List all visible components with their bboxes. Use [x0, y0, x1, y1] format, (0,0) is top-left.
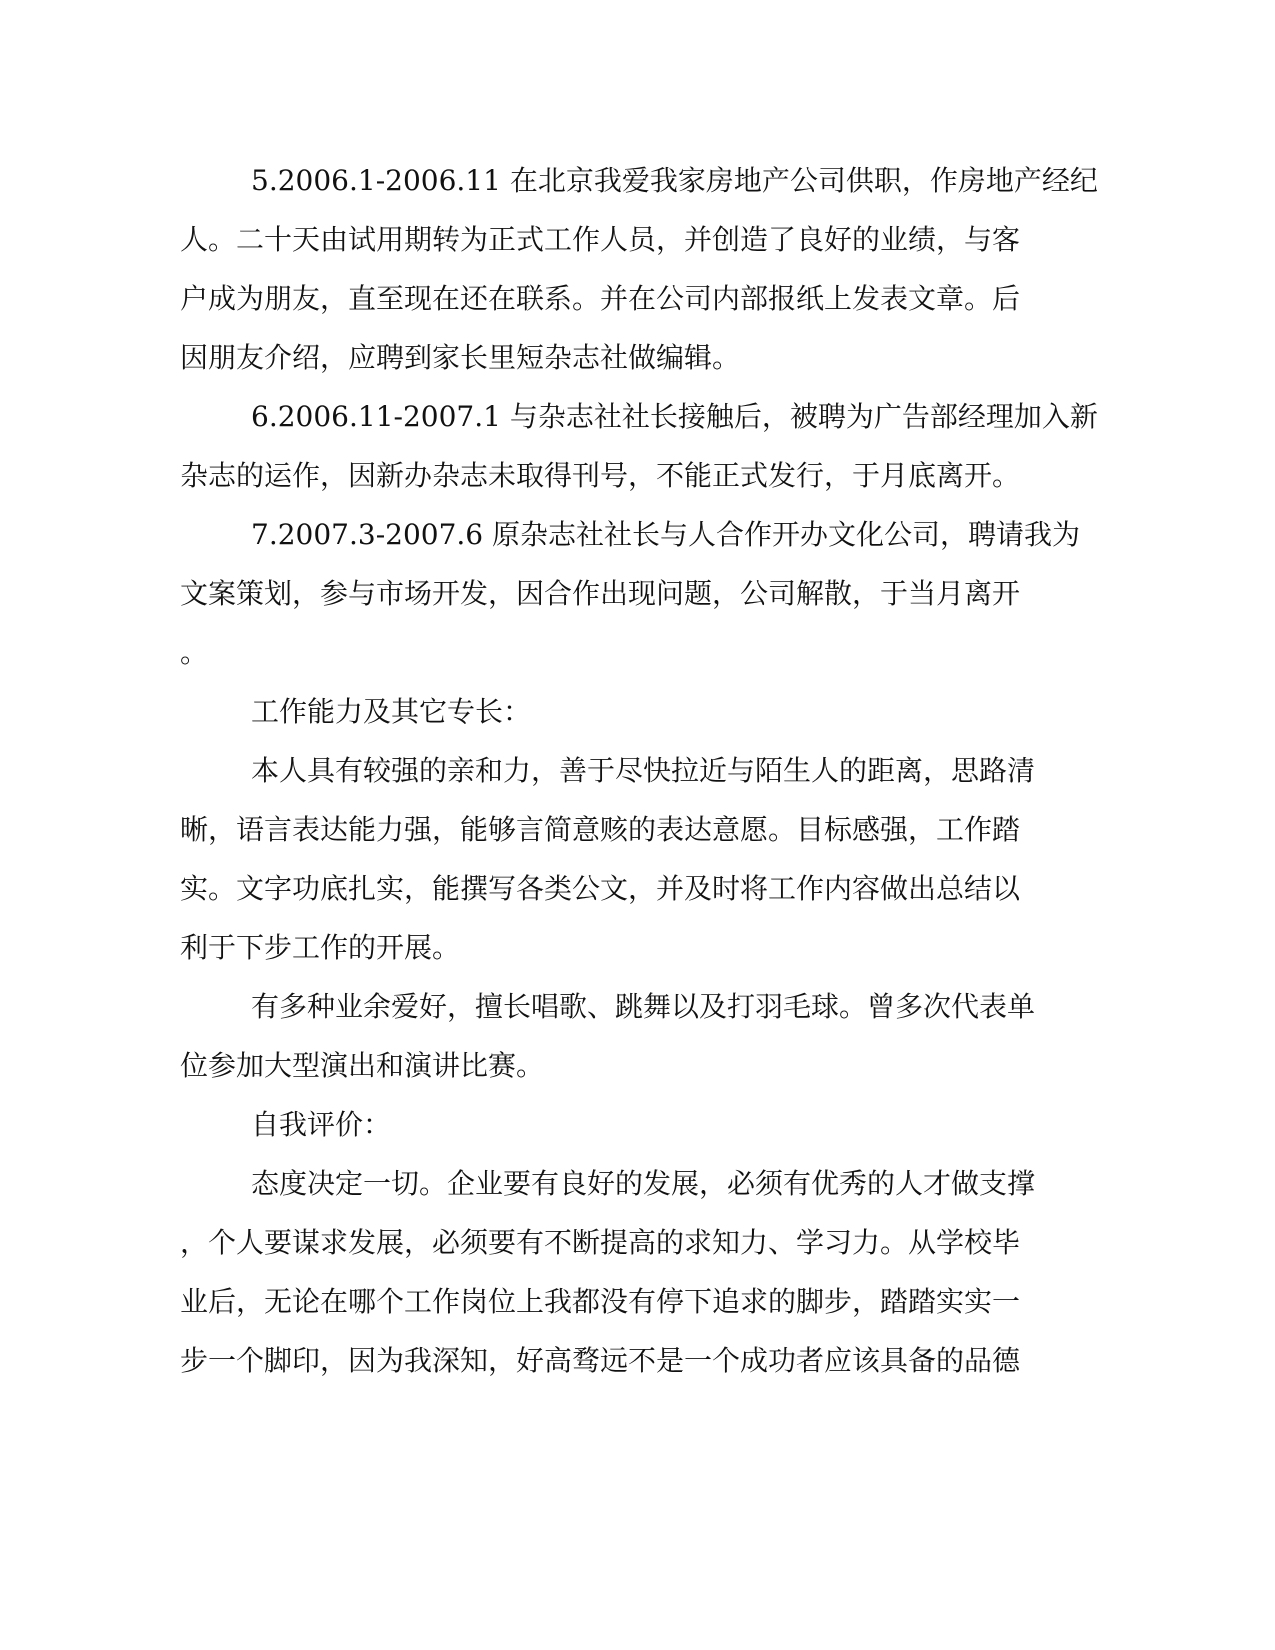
section-heading: 自我评价：	[251, 1108, 392, 1141]
text-line: 5.2006.1-2006.11 在北京我爱我家房地产公司供职，作房地产经纪	[251, 164, 1098, 197]
text-line: 。	[180, 636, 209, 669]
text-line: 位参加大型演出和演讲比赛。	[180, 1049, 545, 1082]
text-line: 本人具有较强的亲和力，善于尽快拉近与陌生人的距离，思路清	[251, 754, 1036, 787]
text-line: 业后，无论在哪个工作岗位上我都没有停下追求的脚步，踏踏实实一	[180, 1285, 1021, 1318]
text-line: 有多种业余爱好，擅长唱歌、跳舞以及打羽毛球。曾多次代表单	[251, 990, 1036, 1023]
text-line: 杂志的运作，因新办杂志未取得刊号，不能正式发行，于月底离开。	[180, 459, 1021, 492]
text-line: 步一个脚印，因为我深知，好高骛远不是一个成功者应该具备的品德	[180, 1344, 1021, 1377]
text-line: 7.2007.3-2007.6 原杂志社社长与人合作开办文化公司，聘请我为	[251, 518, 1081, 551]
section-heading: 工作能力及其它专长：	[251, 695, 532, 728]
text-line: 晰，语言表达能力强，能够言简意赅的表达意愿。目标感强，工作踏	[180, 813, 1021, 846]
text-line: 6.2006.11-2007.1 与杂志社社长接触后，被聘为广告部经理加入新	[251, 400, 1098, 433]
text-line: ，个人要谋求发展，必须要有不断提高的求知力、学习力。从学校毕	[180, 1226, 1021, 1259]
text-line: 人。二十天由试用期转为正式工作人员，并创造了良好的业绩，与客	[180, 223, 1021, 256]
text-line: 文案策划，参与市场开发，因合作出现问题，公司解散，于当月离开	[180, 577, 1021, 610]
text-line: 因朋友介绍，应聘到家长里短杂志社做编辑。	[180, 341, 741, 374]
text-line: 利于下步工作的开展。	[180, 931, 461, 964]
text-line: 态度决定一切。企业要有良好的发展，必须有优秀的人才做支撑	[251, 1167, 1036, 1200]
text-line: 实。文字功底扎实，能撰写各类公文，并及时将工作内容做出总结以	[180, 872, 1021, 905]
text-line: 户成为朋友，直至现在还在联系。并在公司内部报纸上发表文章。后	[180, 282, 1021, 315]
